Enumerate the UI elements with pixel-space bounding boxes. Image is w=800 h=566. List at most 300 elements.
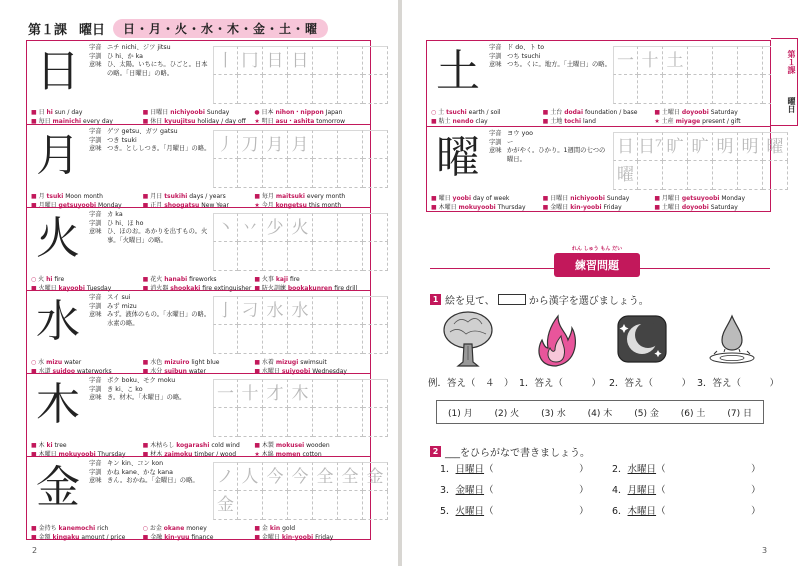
vocab-mark: ■	[654, 109, 660, 116]
practice-cell[interactable]: 丷	[238, 213, 263, 242]
onyomi-label: 字音	[89, 460, 102, 467]
vocab-romaji: shookaki	[170, 285, 201, 292]
practice-cell[interactable]: 旷	[663, 132, 688, 161]
practice-cell[interactable]	[213, 75, 238, 104]
practice-cell[interactable]: 少	[263, 213, 288, 242]
kunyomi-value: みず mizu	[107, 302, 137, 310]
practice-cell[interactable]	[738, 46, 763, 75]
practice-cell[interactable]	[238, 491, 263, 520]
answer-2[interactable]: 2．答え（ ）	[609, 378, 692, 389]
vocab-romaji: kin-yoobi	[570, 204, 602, 211]
practice-cell[interactable]	[313, 408, 338, 437]
vocab-english: Sunday	[206, 109, 230, 116]
vocab-word: お金	[149, 525, 162, 532]
vocab-romaji: hi	[46, 276, 53, 283]
practice-cell[interactable]	[288, 159, 313, 188]
vocab-mark: ■	[31, 193, 37, 200]
practice-cell[interactable]	[363, 46, 388, 75]
vocab-mark: ■	[254, 276, 260, 283]
vocab-word: 日曜日	[150, 109, 169, 116]
practice-cell[interactable]	[338, 159, 363, 188]
lesson-header	[28, 18, 328, 38]
vocab-item	[31, 192, 143, 201]
practice-cell[interactable]	[288, 491, 313, 520]
vocab-word: 休日	[150, 118, 163, 125]
option-7: (7) 日	[727, 408, 752, 419]
practice-cell[interactable]: 刁	[238, 296, 263, 325]
vocab-english: Japan	[325, 109, 343, 116]
practice-cell[interactable]	[263, 408, 288, 437]
vocab-item	[31, 524, 143, 533]
kanji-block	[27, 456, 384, 541]
vocab-word: 土曜日	[661, 109, 680, 116]
answer-box-example	[498, 294, 526, 305]
question-2-text: ___をひらがなで書きましょう。	[445, 448, 590, 459]
vocab-english: every day	[83, 118, 113, 125]
vocab-word: 日	[38, 109, 45, 116]
item-blank[interactable]: （ ）	[656, 485, 761, 496]
vocab-word: 金融	[150, 534, 163, 541]
kanji-readings	[89, 211, 211, 245]
vocab-mark: ■	[654, 195, 660, 202]
vocab-mark: ■	[254, 442, 260, 449]
vocab-word: 明日	[261, 118, 274, 125]
practice-cell[interactable]: 旷	[688, 132, 713, 161]
kanji-readings	[489, 130, 611, 164]
practice-cell[interactable]: 月	[263, 130, 288, 159]
practice-cell[interactable]	[713, 46, 738, 75]
item-word: 火曜日	[455, 506, 485, 517]
vocab-english: light blue	[191, 359, 220, 366]
practice-cell[interactable]: 全	[338, 462, 363, 491]
option-5: (5) 金	[634, 408, 659, 419]
practice-cell[interactable]	[338, 296, 363, 325]
vocab-mark: ■	[31, 285, 37, 292]
practice-cell[interactable]	[338, 325, 363, 354]
exercise-title-text: 練習問題	[575, 259, 619, 272]
vocab-item	[143, 533, 255, 542]
page-number-left: 2	[32, 546, 38, 555]
practice-cell[interactable]	[313, 296, 338, 325]
vocab-romaji: shoogatsu	[164, 202, 200, 209]
practice-cell[interactable]	[263, 242, 288, 271]
practice-cell[interactable]	[713, 161, 738, 190]
vocab-romaji: suidoo	[52, 368, 75, 375]
kanji-block	[27, 41, 370, 124]
vocab-mark: ■	[654, 204, 660, 211]
practice-cell[interactable]: 人	[238, 462, 263, 491]
vocab-english: timber / wood	[194, 451, 237, 458]
practice-cell[interactable]: 日	[613, 132, 638, 161]
vocab-english: land	[582, 118, 596, 125]
vocab-romaji: tsukihi	[164, 193, 188, 200]
vocab-english: water	[64, 359, 82, 366]
practice-cell[interactable]	[213, 159, 238, 188]
lesson-topic: 曜日	[79, 22, 106, 38]
practice-cell[interactable]	[338, 46, 363, 75]
vocab-romaji: kingaku	[52, 534, 80, 541]
vocab-mark: ■	[142, 193, 149, 200]
vocab-english: present / gift	[702, 118, 741, 125]
stroke-practice-grid	[613, 46, 788, 104]
kunyomi-label: 字訓	[489, 138, 502, 146]
practice-cell[interactable]	[313, 75, 338, 104]
item-number: 2．	[612, 464, 628, 475]
practice-cell[interactable]: 土	[663, 46, 688, 75]
question-2	[430, 444, 590, 459]
practice-cell[interactable]	[613, 75, 638, 104]
practice-cell[interactable]	[263, 159, 288, 188]
vocab-romaji: yoobi	[452, 195, 472, 202]
practice-cell[interactable]	[638, 75, 663, 104]
practice-cell[interactable]	[688, 46, 713, 75]
practice-cell[interactable]	[363, 159, 388, 188]
vocab-word: 水着	[261, 359, 274, 366]
option-1: (1) 月	[447, 408, 473, 419]
fire-picture	[528, 310, 584, 368]
practice-cell[interactable]	[238, 242, 263, 271]
practice-cell[interactable]	[288, 242, 313, 271]
practice-cell[interactable]	[313, 46, 338, 75]
practice-cell[interactable]	[213, 408, 238, 437]
practice-cell[interactable]	[363, 408, 388, 437]
vocab-english: fire drill	[334, 285, 358, 292]
practice-cell[interactable]	[338, 491, 363, 520]
q2-item-2[interactable]	[612, 461, 761, 475]
vocab-english: water	[188, 368, 206, 375]
stroke-practice-grid	[213, 213, 388, 271]
vocab-item	[31, 533, 143, 542]
vocab-romaji: nendo	[452, 118, 474, 125]
kunyomi-value: ひ hi、ほ ho	[107, 219, 144, 227]
lesson-number: 第１課	[28, 22, 68, 38]
practice-cell[interactable]: 丿	[213, 130, 238, 159]
item-blank[interactable]: （ ）	[656, 464, 761, 475]
practice-cell[interactable]: 十	[638, 46, 663, 75]
vocab-romaji: mizugi	[275, 359, 299, 366]
practice-cell[interactable]: 木	[288, 379, 313, 408]
vocab-word: 今月	[261, 202, 274, 209]
kanji-character: 曜	[436, 132, 480, 183]
practice-cell[interactable]	[263, 491, 288, 520]
practice-cell[interactable]	[288, 325, 313, 354]
practice-cell[interactable]: 丶	[213, 213, 238, 242]
vocab-romaji: kaji	[275, 276, 289, 283]
item-number: 5．	[440, 506, 456, 517]
q2-item-1[interactable]	[440, 461, 589, 475]
practice-cell[interactable]	[313, 325, 338, 354]
kunyomi-value: かね kane、かな kana	[107, 468, 173, 476]
kanji-block	[427, 126, 784, 212]
kanji-readings	[89, 377, 211, 403]
vocab-mark: ○	[431, 109, 437, 116]
vocab-english: finance	[191, 534, 214, 541]
practice-cell[interactable]	[313, 491, 338, 520]
vocab-english: Thursday	[497, 204, 526, 211]
practice-cell[interactable]	[738, 75, 763, 104]
meaning-label: 意味	[89, 477, 102, 485]
meaning-value: つき。とししつき。「月曜日」の略。	[107, 145, 211, 153]
kanji-character: 月	[36, 130, 80, 181]
practice-cell[interactable]	[313, 242, 338, 271]
vocab-word: 水曜日	[261, 368, 280, 375]
practice-cell[interactable]	[688, 75, 713, 104]
vocab-word: 花火	[150, 276, 163, 283]
vocab-mark: ■	[254, 534, 260, 541]
practice-cell[interactable]: 亅	[213, 296, 238, 325]
practice-cell[interactable]: 明	[738, 132, 763, 161]
practice-cell[interactable]: 日⁷	[638, 132, 663, 161]
practice-cell[interactable]: 日	[263, 46, 288, 75]
vocab-romaji: kin-yoobi	[281, 534, 314, 541]
practice-cell[interactable]	[313, 130, 338, 159]
stroke-practice-grid	[613, 132, 788, 190]
practice-cell[interactable]	[238, 408, 263, 437]
vocab-romaji: nichiyoobi	[570, 195, 605, 202]
onyomi-value: ゲツ getsu、ガツ gatsu	[107, 128, 178, 135]
chapter-side-tab	[771, 38, 798, 126]
stroke-practice-grid	[213, 46, 388, 104]
practice-cell[interactable]	[713, 75, 738, 104]
practice-cell[interactable]	[738, 161, 763, 190]
practice-cell[interactable]: 丨	[213, 46, 238, 75]
practice-cell[interactable]	[338, 213, 363, 242]
vocab-item	[543, 117, 655, 126]
vocab-english: waterworks	[76, 368, 112, 375]
onyomi-value: ヨウ yoo	[507, 130, 534, 137]
practice-cell[interactable]: 月	[288, 130, 313, 159]
practice-cell[interactable]	[238, 159, 263, 188]
vocab-english: fire extinguisher	[202, 285, 252, 292]
vocab-romaji: mokuyoobi	[458, 204, 496, 211]
item-number: 3．	[440, 485, 456, 496]
practice-cell[interactable]	[363, 130, 388, 159]
practice-cell[interactable]	[363, 325, 388, 354]
practice-cell[interactable]: 水	[263, 296, 288, 325]
practice-cell[interactable]	[763, 161, 788, 190]
practice-cell[interactable]	[338, 242, 363, 271]
onyomi-label: 字音	[89, 211, 102, 218]
vocab-english: Saturday	[710, 109, 738, 116]
kanji-character: 金	[36, 462, 80, 513]
practice-cell[interactable]: 一	[613, 46, 638, 75]
practice-cell[interactable]: 曜	[613, 161, 638, 190]
practice-cell[interactable]	[688, 161, 713, 190]
vocab-item	[143, 192, 255, 201]
q2-item-4[interactable]	[612, 482, 761, 496]
practice-cell[interactable]: 一	[213, 379, 238, 408]
vocab-word: 金額	[38, 534, 51, 541]
vocab-english: Monday	[98, 202, 122, 209]
item-blank[interactable]: （ ）	[484, 506, 589, 517]
practice-cell[interactable]	[263, 75, 288, 104]
vocab-word: 日本	[261, 109, 274, 116]
answer-1[interactable]: 1．答え（ ）	[519, 378, 602, 389]
kanji-table-right	[426, 40, 784, 212]
practice-cell[interactable]: 明	[713, 132, 738, 161]
kanji-character: 土	[436, 46, 480, 97]
vocab-romaji: dodai	[564, 109, 584, 116]
vocab-item	[254, 524, 366, 533]
vocab-item	[31, 108, 143, 117]
vocab-mark: ■	[431, 118, 437, 125]
tree-picture	[440, 310, 496, 368]
meaning-label: 意味	[89, 145, 102, 153]
exercise-title	[554, 246, 640, 277]
kanji-character: 日	[36, 46, 80, 97]
vocab-item	[254, 275, 366, 284]
practice-cell[interactable]	[263, 325, 288, 354]
kunyomi-label: 字訓	[89, 385, 102, 393]
practice-cell[interactable]	[238, 75, 263, 104]
vocab-romaji: suibun	[164, 368, 187, 375]
kanji-character: 水	[36, 296, 80, 347]
vocab-romaji: kongetsu	[275, 202, 307, 209]
practice-cell[interactable]: 曜	[763, 132, 788, 161]
option-4: (4) 木	[587, 408, 613, 419]
item-blank[interactable]: （ ）	[484, 464, 589, 475]
practice-cell[interactable]	[363, 213, 388, 242]
vocab-romaji: mokusei	[275, 442, 305, 449]
practice-cell[interactable]	[313, 159, 338, 188]
vocab-mark: ■	[31, 202, 37, 209]
vocab-word: 土曜日	[661, 204, 680, 211]
vocab-word: 水	[38, 359, 45, 366]
vocab-word: 木曜日	[438, 204, 457, 211]
vocab-english: Moon month	[65, 193, 103, 200]
vocab-item	[31, 358, 143, 367]
vocab-english: foundation / base	[584, 109, 638, 116]
item-blank[interactable]: （ ）	[484, 485, 589, 496]
practice-cell[interactable]	[638, 161, 663, 190]
vocab-mark: ■	[142, 368, 149, 375]
answer-3[interactable]: 3．答え（ ）	[697, 378, 780, 389]
stroke-practice-grid	[213, 379, 388, 437]
practice-cell[interactable]: 十	[238, 379, 263, 408]
kanji-character: 木	[36, 379, 80, 430]
option-6: (6) 土	[680, 408, 706, 419]
vocab-word: 土	[438, 109, 445, 116]
vocab-mark: ■	[254, 368, 260, 375]
practice-cell[interactable]	[338, 75, 363, 104]
item-blank[interactable]: （ ）	[656, 506, 761, 517]
vocab-mark: ○	[31, 359, 37, 366]
practice-cell[interactable]	[238, 325, 263, 354]
onyomi-value: スイ sui	[107, 294, 131, 301]
practice-cell[interactable]: 金	[213, 491, 238, 520]
practice-cell[interactable]	[213, 242, 238, 271]
option-2: (2) 火	[494, 408, 520, 419]
vocab-english: day of week	[472, 195, 510, 202]
vocab-word: 材木	[150, 451, 163, 458]
onyomi-value: カ ka	[107, 211, 123, 218]
q2-item-5[interactable]	[440, 503, 589, 517]
vocab-romaji: doyoobi	[681, 204, 709, 211]
vocab-word: 木綿	[261, 451, 274, 458]
practice-cell[interactable]	[313, 379, 338, 408]
vocab-word: 水道	[38, 368, 51, 375]
vocab-item	[254, 192, 366, 201]
vocab-mark: ■	[142, 451, 149, 458]
practice-cell[interactable]	[288, 75, 313, 104]
kanji-list-pill: 日・月・火・水・木・金・土・曜	[113, 19, 328, 38]
vocab-word: 月曜日	[38, 202, 57, 209]
practice-cell[interactable]: 火	[288, 213, 313, 242]
practice-cell[interactable]: 冂	[238, 46, 263, 75]
practice-cell[interactable]	[338, 130, 363, 159]
practice-cell[interactable]	[338, 408, 363, 437]
q2-item-3[interactable]	[440, 482, 589, 496]
kanji-readings	[489, 44, 611, 70]
practice-cell[interactable]	[363, 491, 388, 520]
vocab-english: tree	[54, 442, 67, 449]
practice-cell[interactable]: 水	[288, 296, 313, 325]
practice-cell[interactable]: ノ	[213, 462, 238, 491]
practice-cell[interactable]: 今	[288, 462, 313, 491]
vocab-item	[431, 203, 543, 212]
vocab-mark: ■	[142, 109, 149, 116]
practice-cell[interactable]: 才	[263, 379, 288, 408]
practice-cell[interactable]	[213, 325, 238, 354]
practice-cell[interactable]	[288, 408, 313, 437]
side-tab-lesson: 第１課	[787, 50, 796, 74]
practice-cell[interactable]	[363, 75, 388, 104]
vocab-word: 土産	[661, 118, 674, 125]
vocab-mark: ○	[142, 525, 148, 532]
practice-cell[interactable]	[363, 242, 388, 271]
vocab-english: earth / soil	[468, 109, 501, 116]
practice-cell[interactable]	[313, 213, 338, 242]
meaning-value: つち。くに。地方。「土曜日」の略。	[507, 61, 611, 69]
practice-cell[interactable]	[363, 379, 388, 408]
practice-cell[interactable]	[363, 296, 388, 325]
vocab-romaji: mokuyoobi	[58, 451, 96, 458]
vocab-mark: ■	[142, 534, 149, 541]
vocab-english: fire	[54, 276, 65, 283]
item-word: 金曜日	[455, 485, 485, 496]
q2-item-6[interactable]	[612, 503, 761, 517]
item-number: 4．	[612, 485, 628, 496]
vocab-mark: ■	[31, 118, 37, 125]
practice-cell[interactable]: 刀	[238, 130, 263, 159]
onyomi-label: 字音	[89, 294, 102, 301]
onyomi-label: 字音	[489, 44, 502, 51]
vocab-word: 毎月	[261, 193, 274, 200]
item-word: 月曜日	[627, 485, 657, 496]
vocab-romaji: momen	[275, 451, 301, 458]
kanji-readings	[89, 128, 211, 154]
vocab-word: 火曜日	[38, 285, 57, 292]
vocab-romaji: zaimoku	[164, 451, 193, 458]
vocab-word: 木製	[261, 442, 274, 449]
kanji-character: 火	[36, 213, 80, 264]
practice-cell[interactable]: 金	[363, 462, 388, 491]
vocab-english: Tuesday	[86, 285, 112, 292]
vocab-english: clay	[475, 118, 488, 125]
practice-cell[interactable]	[338, 379, 363, 408]
practice-cell[interactable]	[663, 161, 688, 190]
practice-cell[interactable]: 今	[263, 462, 288, 491]
practice-cell[interactable]: 全	[313, 462, 338, 491]
meaning-value: ひ、太陽。いちにち。ひごと。日本の略。「日曜日」の略。	[107, 61, 208, 77]
onyomi-label: 字音	[89, 44, 102, 51]
practice-cell[interactable]: 日	[288, 46, 313, 75]
vocab-item	[143, 524, 255, 533]
question-text-a: 絵を見て、	[445, 296, 495, 307]
practice-cell[interactable]	[663, 75, 688, 104]
vocab-english: money	[186, 525, 207, 532]
vocab-romaji: tsuki	[46, 193, 64, 200]
